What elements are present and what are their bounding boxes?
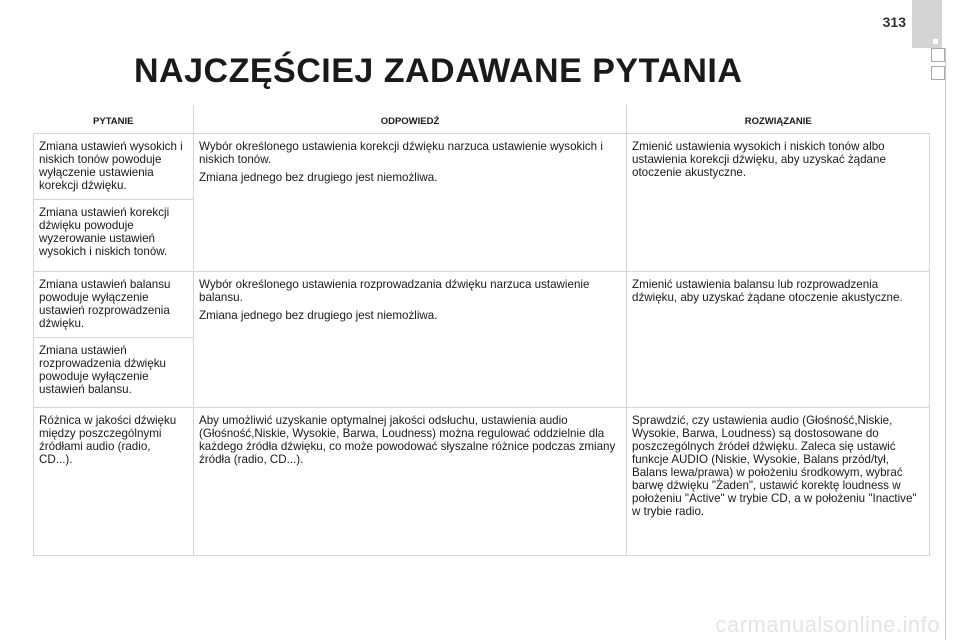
table-header-row	[34, 105, 930, 134]
chapter-tab-mark	[933, 39, 938, 44]
question-cell: Zmiana ustawień balansu powoduje wyłączenie ustawień rozprowadzenia dźwięku.	[34, 272, 194, 338]
answer-cell: Aby umożliwić uzyskanie optymalnej jakości odsłuchu, ustawienia audio (Głośność,Niskie, Wysokie, Barwa, Loudness) można regulować oddzielnie dla każdego źródła dźwięku, co może powodować słyszalne różnice podczas zmiany źródła (radio, CD...).	[194, 408, 627, 556]
answer-text: Wybór określonego ustawienia korekcji dźwięku narzuca ustawienie wysokich i niskich tonów.	[199, 140, 603, 166]
answer-cell	[194, 134, 627, 272]
faq-table	[33, 105, 930, 556]
question-cell: Zmiana ustawień wysokich i niskich tonów powoduje wyłączenie ustawienia korekcji dźwięku.	[34, 134, 194, 200]
column-header-answer: ODPOWIEDŹ	[194, 105, 627, 134]
question-cell: Zmiana ustawień rozprowadzenia dźwięku powoduje wyłączenie ustawień balansu.	[34, 338, 194, 408]
solution-cell: Sprawdzić, czy ustawienia audio (Głośność,Niskie, Wysokie, Barwa, Loudness) są dostosowane do poszczególnych źródeł dźwięku. Zaleca się ustawić funkcje AUDIO (Niskie, Wysokie, Balans przód/tył, Balans lewa/prawa) w położeniu środkowym, wybrać barwę dźwięku "Żaden", ustawić korektę loudness w położeniu "Active" w trybie CD, a w położeniu "Inactive" w trybie radio.	[627, 408, 930, 556]
column-header-solution: ROZWIĄZANIE	[627, 105, 930, 134]
column-header-question: PYTANIE	[34, 105, 194, 134]
side-marker-box-1	[931, 48, 945, 62]
side-marker-box-2	[931, 66, 945, 80]
table-row	[34, 134, 930, 200]
chapter-tab	[912, 0, 942, 48]
question-cell: Zmiana ustawień korekcji dźwięku powoduje wyzerowanie ustawień wysokich i niskich tonów.	[34, 200, 194, 272]
page-title: NAJCZĘŚCIEJ ZADAWANE PYTANIA	[134, 52, 743, 90]
question-cell: Różnica w jakości dźwięku między poszczególnymi źródłami audio (radio, CD...).	[34, 408, 194, 556]
table-row	[34, 408, 930, 556]
solution-cell: Zmienić ustawienia wysokich i niskich tonów albo ustawienia korekcji dźwięku, aby uzyskać żądane otoczenie akustyczne.	[627, 134, 930, 272]
solution-cell: Zmienić ustawienia balansu lub rozprowadzenia dźwięku, aby uzyskać żądane otoczenie akustyczne.	[627, 272, 930, 408]
table-row	[34, 272, 930, 338]
answer-text: Zmiana jednego bez drugiego jest niemożliwa.	[199, 309, 438, 322]
watermark: carmanualsonline.info	[715, 612, 940, 637]
side-divider	[945, 48, 946, 640]
answer-cell	[194, 272, 627, 408]
answer-text: Wybór określonego ustawienia rozprowadzania dźwięku narzuca ustawienie balansu.	[199, 278, 590, 304]
page-number: 313	[882, 14, 906, 30]
answer-text: Zmiana jednego bez drugiego jest niemożliwa.	[199, 171, 438, 184]
